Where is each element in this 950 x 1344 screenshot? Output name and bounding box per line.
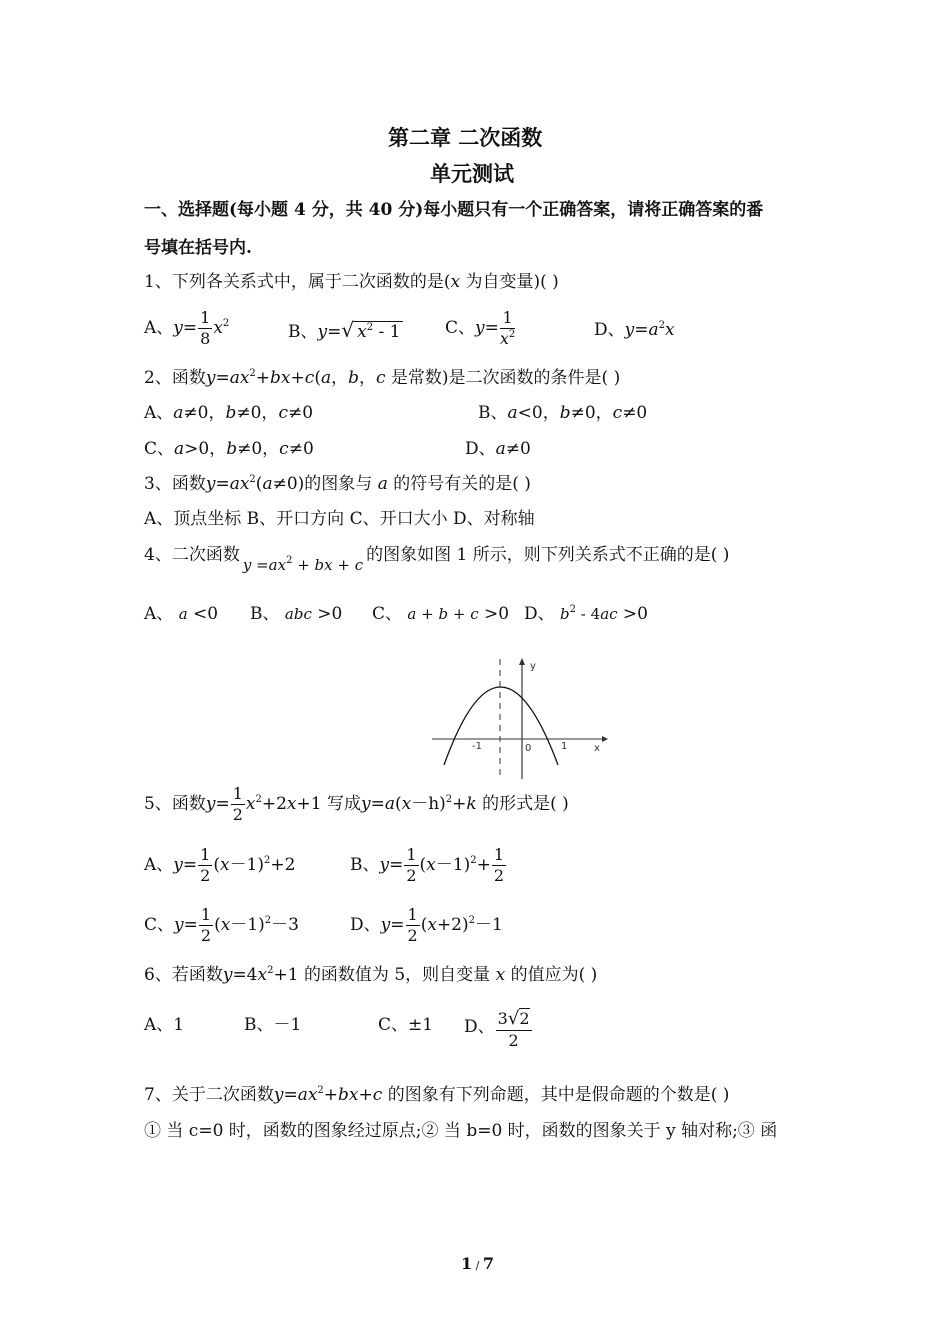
y-axis-label: y bbox=[530, 661, 536, 672]
tick-label-1: 1 bbox=[561, 741, 568, 752]
section-heading-line2: 号填在括号内. bbox=[144, 238, 252, 258]
question-5-stem: 5、函数y= $\frac{1}{2}$ $x^2+2x+1$ 写成$y=a(x-h)^2+k$ 的形式是( ) bbox=[144, 784, 569, 824]
question-4-option-b: B、 abc >0 bbox=[250, 604, 343, 624]
question-3-options: A、顶点坐标 B、开口方向 C、开口大小 D、对称轴 bbox=[144, 509, 535, 529]
question-3-stem: 3、函数$y=ax^2(a\ne 0)$的图象与 a 的符号有关的是( ) bbox=[144, 474, 531, 494]
question-1-option-a: A、y= $\frac{1}{8}$ $x^2$ bbox=[144, 308, 230, 348]
question-5-option-b: B、y= $\frac{1}{2}$ $(x-1)^2+$ $\frac{1}{2}$ bbox=[350, 845, 505, 885]
x-axis-label: x bbox=[594, 743, 600, 754]
question-4-option-c: C、 a + b + c >0 bbox=[372, 604, 510, 624]
question-6-option-d: D、 $\frac{3√2}{2}$ bbox=[464, 1008, 530, 1050]
question-2-option-a: A、a≠0，b≠0，c≠0 bbox=[144, 403, 314, 423]
question-7-statements: ① 当 c=0 时，函数的图象经过原点;② 当 b=0 时，函数的图象关于 y 轴对称;③ 函 bbox=[144, 1121, 778, 1141]
question-1-option-c: C、y= $\frac{1}{x^2}$ bbox=[445, 308, 516, 348]
question-5-option-d: D、y= $\frac{1}{2}$ $(x+2)^2-1$ bbox=[350, 905, 503, 945]
question-5-option-a: A、y= $\frac{1}{2}$ $(x-1)^2+2$ bbox=[144, 845, 296, 885]
chapter-title: 第二章 二次函数 bbox=[388, 125, 543, 150]
question-6-option-b: B、－1 bbox=[244, 1015, 302, 1035]
question-2-stem: 2、函数$y=ax^2+bx+c(a$，b，c 是常数)是二次函数的条件是( ) bbox=[144, 368, 621, 388]
parabola-curve bbox=[444, 687, 558, 765]
tick-label-neg1: -1 bbox=[472, 741, 482, 752]
question-1-option-d: D、$y=a^2x$ bbox=[594, 320, 675, 340]
unit-subtitle: 单元测试 bbox=[430, 161, 514, 186]
section-heading-line1: 一、选择题(每小题 4 分，共 40 分)每小题只有一个正确答案，请将正确答案的番 bbox=[144, 200, 764, 220]
question-7-stem: 7、关于二次函数$y=ax^2+bx+c$ 的图象有下列命题，其中是假命题的个数是( ) bbox=[144, 1085, 730, 1105]
question-2-option-c: C、a>0，b≠0，c≠0 bbox=[144, 439, 314, 459]
x-axis-arrow bbox=[602, 736, 608, 742]
parabola-graph bbox=[430, 655, 610, 785]
y-axis-arrow bbox=[519, 658, 525, 665]
question-5-option-c: C、y= $\frac{1}{2}$ $(x-1)^2-3$ bbox=[144, 905, 299, 945]
question-6-stem: 6、若函数$y=4x^2+1$ 的函数值为 5，则自变量 x 的值应为( ) bbox=[144, 965, 598, 985]
question-2-option-b: B、a<0，b≠0，c≠0 bbox=[478, 403, 648, 423]
question-6-option-c: C、±1 bbox=[378, 1015, 434, 1035]
tick-label-0: 0 bbox=[525, 743, 532, 754]
question-4-option-d: D、 $b^2 - 4ac >0$ bbox=[524, 604, 648, 624]
question-4-stem: 4、二次函数 $y =ax^2$ + bx + c 的图象如图 1 所示，则下列关系式不正确的是( ) bbox=[144, 545, 730, 574]
question-4-option-a: A、 a <0 bbox=[144, 604, 219, 624]
question-1-stem: 1、下列各关系式中，属于二次函数的是(x 为自变量)( ) bbox=[144, 272, 559, 292]
question-2-option-d: D、a≠0 bbox=[465, 439, 531, 459]
question-1-option-b: B、y=√ $x^2 - 1$ bbox=[288, 320, 403, 341]
question-6-option-a: A、1 bbox=[144, 1015, 185, 1035]
page-number: 1 / 7 bbox=[461, 1254, 494, 1273]
